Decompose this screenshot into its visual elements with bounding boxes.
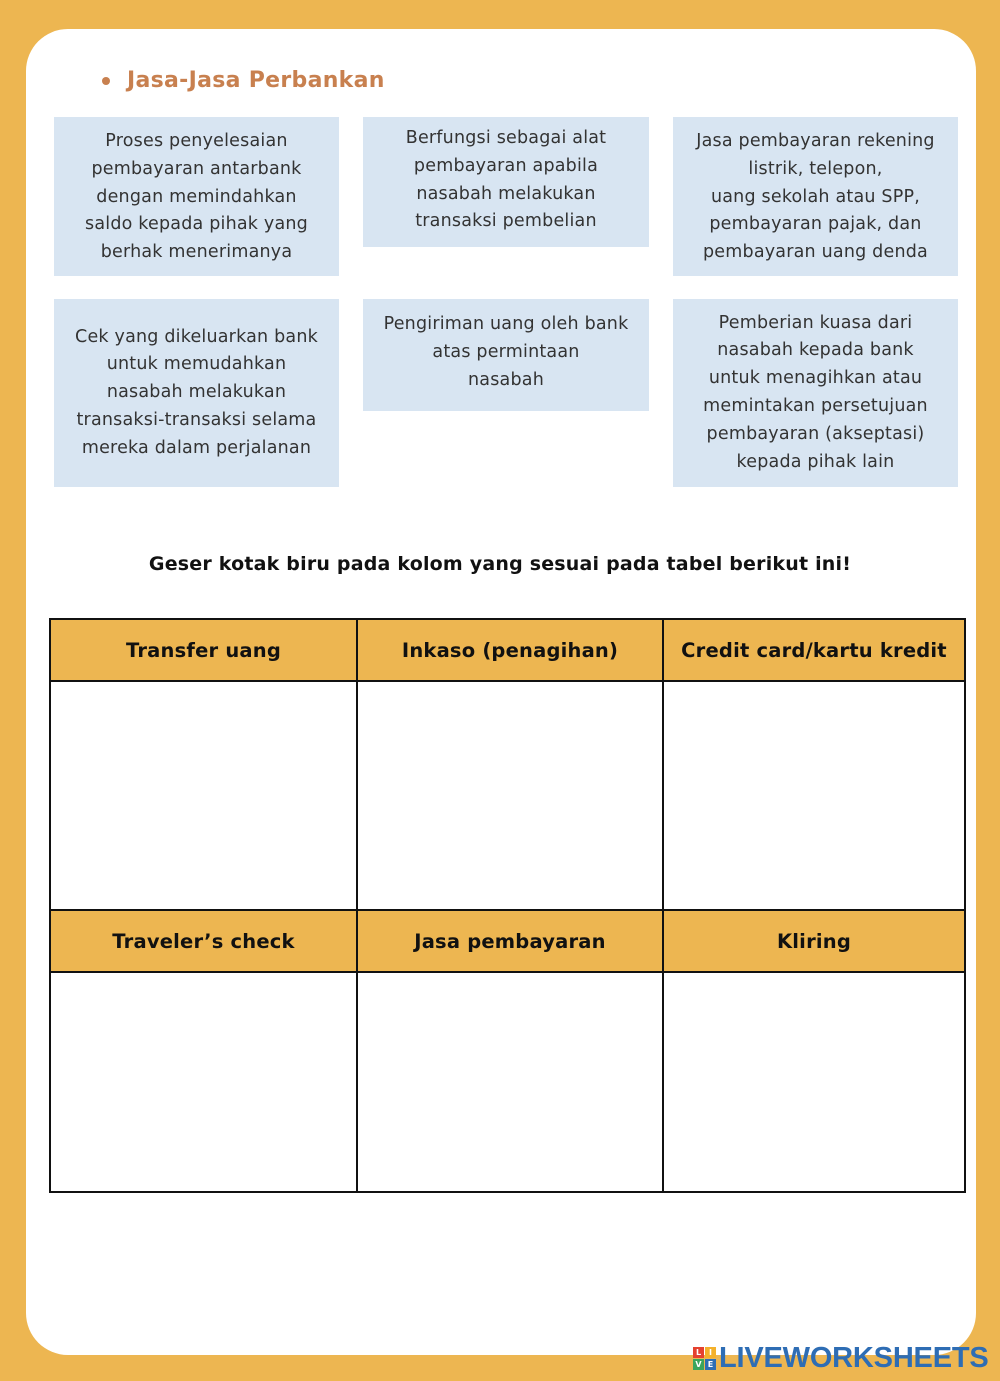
drop-zone-transfer-uang[interactable] [50,681,357,910]
column-header-travelers-check: Traveler’s check [50,910,357,972]
liveworksheets-logo-icon [693,1347,716,1370]
drop-zone-inkaso[interactable] [357,681,663,910]
drag-card-kliring-desc[interactable]: Proses penyelesaian pembayaran antarbank dengan memindahkan saldo kepada pihak yang berhak menerimanya [54,117,339,276]
logo-letter: L [693,1347,704,1358]
instruction-text: Geser kotak biru pada kolom yang sesuai pada tabel berikut ini! [148,553,852,575]
logo-letter: I [705,1347,716,1358]
drop-zone-travelers-check[interactable] [50,972,357,1192]
column-header-credit-card: Credit card/kartu kredit [663,619,965,681]
drop-zone-jasa-pembayaran[interactable] [357,972,663,1192]
drag-card-transfer-uang-desc[interactable]: Pengiriman uang oleh bank atas permintaan nasabah [363,299,649,411]
drag-card-credit-card-desc[interactable]: Berfungsi sebagai alat pembayaran apabila nasabah melakukan transaksi pembelian [363,117,649,247]
logo-letter: E [705,1359,716,1370]
drop-zone-kliring[interactable] [663,972,965,1192]
liveworksheets-brand[interactable] [693,1342,989,1375]
bullet-icon [102,77,110,85]
drag-card-travelers-check-desc[interactable]: Cek yang dikeluarkan bank untuk memudahkan nasabah melakukan transaksi-transaksi selama mereka dalam perjalanan [54,299,339,487]
drop-zone-credit-card[interactable] [663,681,965,910]
logo-letter: V [693,1359,704,1370]
matching-table [49,618,966,1193]
section-heading-text: Jasa-Jasa Perbankan [127,68,385,93]
drag-card-inkaso-desc[interactable]: Pemberian kuasa dari nasabah kepada bank untuk menagihkan atau memintakan persetujuan pembayaran (akseptasi) kepada pihak lain [673,299,958,487]
column-header-jasa-pembayaran: Jasa pembayaran [357,910,663,972]
column-header-inkaso: Inkaso (penagihan) [357,619,663,681]
section-heading [102,68,385,93]
drag-card-jasa-pembayaran-desc[interactable]: Jasa pembayaran rekening listrik, telepon, uang sekolah atau SPP, pembayaran pajak, dan pembayaran uang denda [673,117,958,276]
column-header-kliring: Kliring [663,910,965,972]
column-header-transfer-uang: Transfer uang [50,619,357,681]
liveworksheets-wordmark: LIVEWORKSHEETS [719,1342,989,1374]
